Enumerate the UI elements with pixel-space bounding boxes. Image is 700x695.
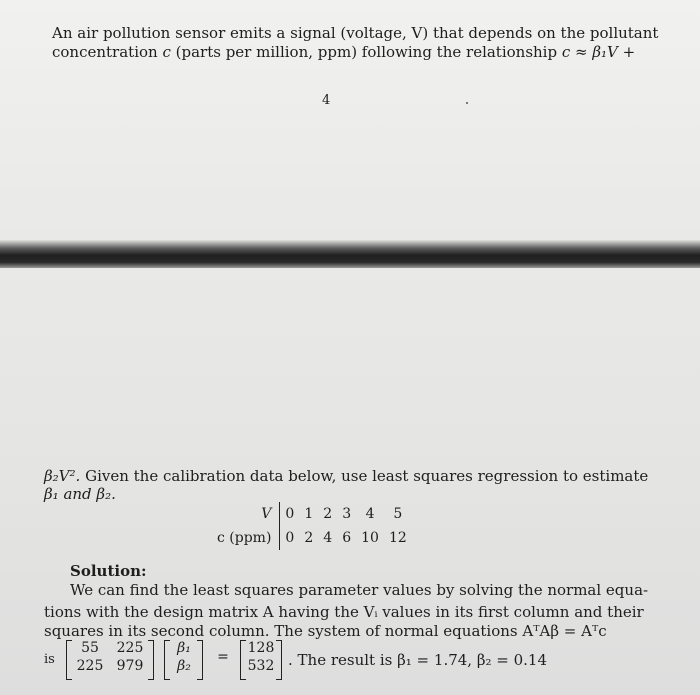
beta-left-bracket	[164, 640, 170, 680]
problem-line-3-text: Given the calibration data below, use least squares regression to estimate	[80, 467, 649, 485]
solution-line-2: tions with the design matrix A having the Vᵢ values in its first column and their	[44, 603, 644, 621]
matrix-cell: 979	[116, 658, 144, 674]
table-cell: 2	[323, 506, 333, 522]
table-cell: 10	[361, 530, 379, 546]
matrix-left-bracket	[66, 640, 72, 680]
beta-cell: β₁	[177, 640, 191, 656]
table-cell: 3	[342, 506, 352, 522]
table-cell: 1	[304, 506, 314, 522]
beta-cell: β₂	[177, 658, 191, 674]
table-cell: 12	[388, 530, 407, 546]
problem-line-4-text: β₁ and β₂.	[44, 485, 116, 503]
matrix-cell: 55	[81, 640, 99, 656]
rhs-cell: 128	[247, 640, 275, 656]
matrix-cell: 225	[76, 658, 104, 674]
table-cell: 5	[393, 506, 403, 522]
dust-speck	[466, 102, 468, 104]
table-label-c: c (ppm)	[212, 526, 280, 550]
page-number: 4	[322, 93, 331, 108]
relationship-formula: c ≈ β₁V +	[561, 43, 636, 61]
beta-right-bracket	[197, 640, 203, 680]
calibration-table	[212, 502, 412, 550]
table-cell: 0	[285, 506, 295, 522]
table-cell: 6	[342, 530, 352, 546]
solution-is: is	[44, 652, 55, 667]
table-row-c	[212, 526, 412, 550]
problem-line-2-c: c	[162, 43, 171, 61]
matrix-cell: 225	[116, 640, 144, 656]
table-cell: 4	[323, 530, 333, 546]
table-cell: 4	[365, 506, 375, 522]
solution-result: . The result is β₁ = 1.74, β₂ = 0.14	[288, 651, 548, 669]
solution-heading: Solution:	[70, 562, 147, 580]
solution-line-1: We can find the least squares parameter values by solving the normal equa-	[70, 581, 649, 599]
problem-line-1: An air pollution sensor emits a signal (voltage, V) that depends on the pollutant	[52, 24, 659, 42]
solution-line-3: squares in its second column. The system of normal equations AᵀAβ = Aᵀc	[44, 622, 607, 640]
equals-sign: =	[217, 649, 229, 665]
rhs-cell: 532	[247, 658, 275, 674]
page-divider	[0, 240, 700, 268]
problem-line-4	[44, 484, 116, 504]
matrix-right-bracket	[148, 640, 154, 680]
problem-line-2-b: (parts per million, ppm) following the relationship	[170, 43, 562, 61]
problem-line-3	[44, 466, 648, 486]
rhs-right-bracket	[276, 640, 282, 680]
problem-line-2-a: concentration	[52, 43, 163, 61]
table-cell: 2	[304, 530, 314, 546]
table-cell: 0	[285, 530, 295, 546]
beta2-term: β₂V².	[44, 467, 81, 485]
table-row-v	[212, 502, 412, 526]
problem-line-2	[52, 42, 635, 62]
table-label-v: V	[212, 502, 280, 526]
